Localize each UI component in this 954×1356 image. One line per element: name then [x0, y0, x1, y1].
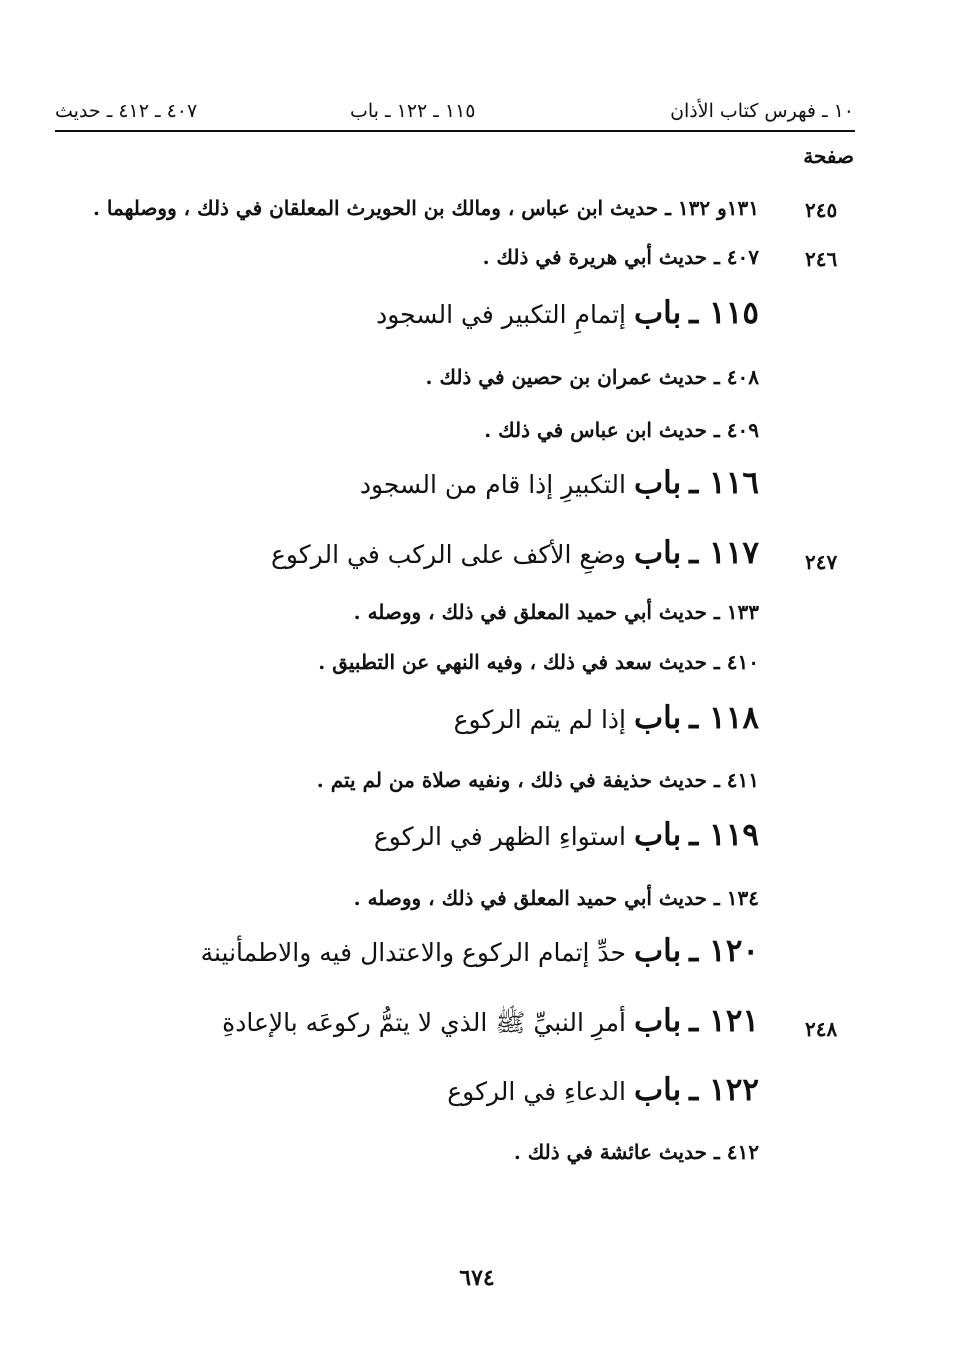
page-column-label: صفحة — [803, 144, 854, 168]
hadith-entry: ٤١١ ـ حديث حذيفة في ذلك ، ونفيه صلاة من لم يتم . — [316, 768, 759, 792]
chapter-bab-label: باب — [633, 465, 682, 501]
chapter-title: حدِّ إتمام الركوع والاعتدال فيه والاطمأنينة — [200, 938, 626, 967]
chapter-title: وضعِ الأكف على الركب في الركوع — [270, 540, 626, 569]
page-ref: ٢٤٥ — [805, 198, 838, 222]
chapter-heading — [360, 465, 759, 501]
chapter-heading — [447, 1072, 759, 1108]
page-number: ٦٧٤ — [459, 1265, 495, 1291]
chapter-bab-label: باب — [633, 535, 682, 571]
chapter-number: ١١٧ ـ — [689, 535, 759, 571]
hadith-entry: ٤٠٨ ـ حديث عمران بن حصين في ذلك . — [425, 365, 759, 389]
chapter-number: ١٢١ ـ — [689, 1003, 759, 1039]
chapter-title: إذا لم يتم الركوع — [453, 705, 626, 734]
hadith-entry: ٤٠٧ ـ حديث أبي هريرة في ذلك . — [482, 245, 759, 269]
chapter-bab-label: باب — [633, 817, 682, 853]
chapter-title: إتمامِ التكبير في السجود — [376, 300, 626, 329]
page-ref: ٢٤٦ — [805, 247, 838, 271]
chapter-title: الدعاءِ في الركوع — [447, 1077, 626, 1106]
chapter-heading — [271, 535, 759, 571]
hadith-entry: ١٣٣ ـ حديث أبي حميد المعلق في ذلك ، ووصله . — [353, 600, 759, 624]
chapter-heading — [376, 295, 759, 331]
chapter-title: استواءِ الظهر في الركوع — [373, 822, 626, 851]
hadith-entry: ١٣٤ ـ حديث أبي حميد المعلق في ذلك ، ووصله . — [353, 886, 759, 910]
chapter-heading — [454, 700, 759, 736]
running-header-hadith-range: ٤٠٧ ـ ٤١٢ ـ حديث — [55, 100, 198, 122]
chapter-bab-label: باب — [633, 1003, 682, 1039]
page-ref: ٢٤٨ — [805, 1017, 838, 1041]
chapter-number: ١١٥ ـ — [689, 295, 759, 331]
hadith-entry: ٤١٠ ـ حديث سعد في ذلك ، وفيه النهي عن التطبيق . — [318, 650, 759, 674]
chapter-number: ١٢٢ ـ — [689, 1072, 759, 1108]
page-ref: ٢٤٧ — [805, 550, 838, 574]
chapter-bab-label: باب — [633, 1072, 682, 1108]
chapter-bab-label: باب — [633, 700, 682, 736]
chapter-number: ١١٨ ـ — [689, 700, 759, 736]
chapter-bab-label: باب — [633, 295, 682, 331]
hadith-entry: ٤٠٩ ـ حديث ابن عباس في ذلك . — [484, 418, 759, 442]
chapter-number: ١١٦ ـ — [689, 465, 759, 501]
chapter-title: التكبيرِ إذا قام من السجود — [359, 470, 626, 499]
running-header-chapter: ١٠ ـ فهرس كتاب الأذان — [670, 100, 854, 122]
chapter-number: ١٢٠ ـ — [689, 933, 759, 969]
chapter-bab-label: باب — [633, 933, 682, 969]
hadith-entry: ١٣١و ١٣٢ ـ حديث ابن عباس ، ومالك بن الحويرث المعلقان في ذلك ، ووصلهما . — [93, 196, 759, 220]
header-rule — [55, 130, 855, 132]
chapter-heading — [201, 933, 759, 969]
chapter-title: أمرِ النبيِّ ﷺ الذي لا يتمُّ ركوعَه بالإعادةِ — [222, 1008, 626, 1037]
chapter-heading — [374, 817, 759, 853]
running-header-chapter-range: ١١٥ ـ ١٢٢ ـ باب — [350, 100, 476, 122]
chapter-heading — [222, 1003, 759, 1044]
hadith-entry: ٤١٢ ـ حديث عائشة في ذلك . — [513, 1140, 759, 1164]
chapter-number: ١١٩ ـ — [689, 817, 759, 853]
